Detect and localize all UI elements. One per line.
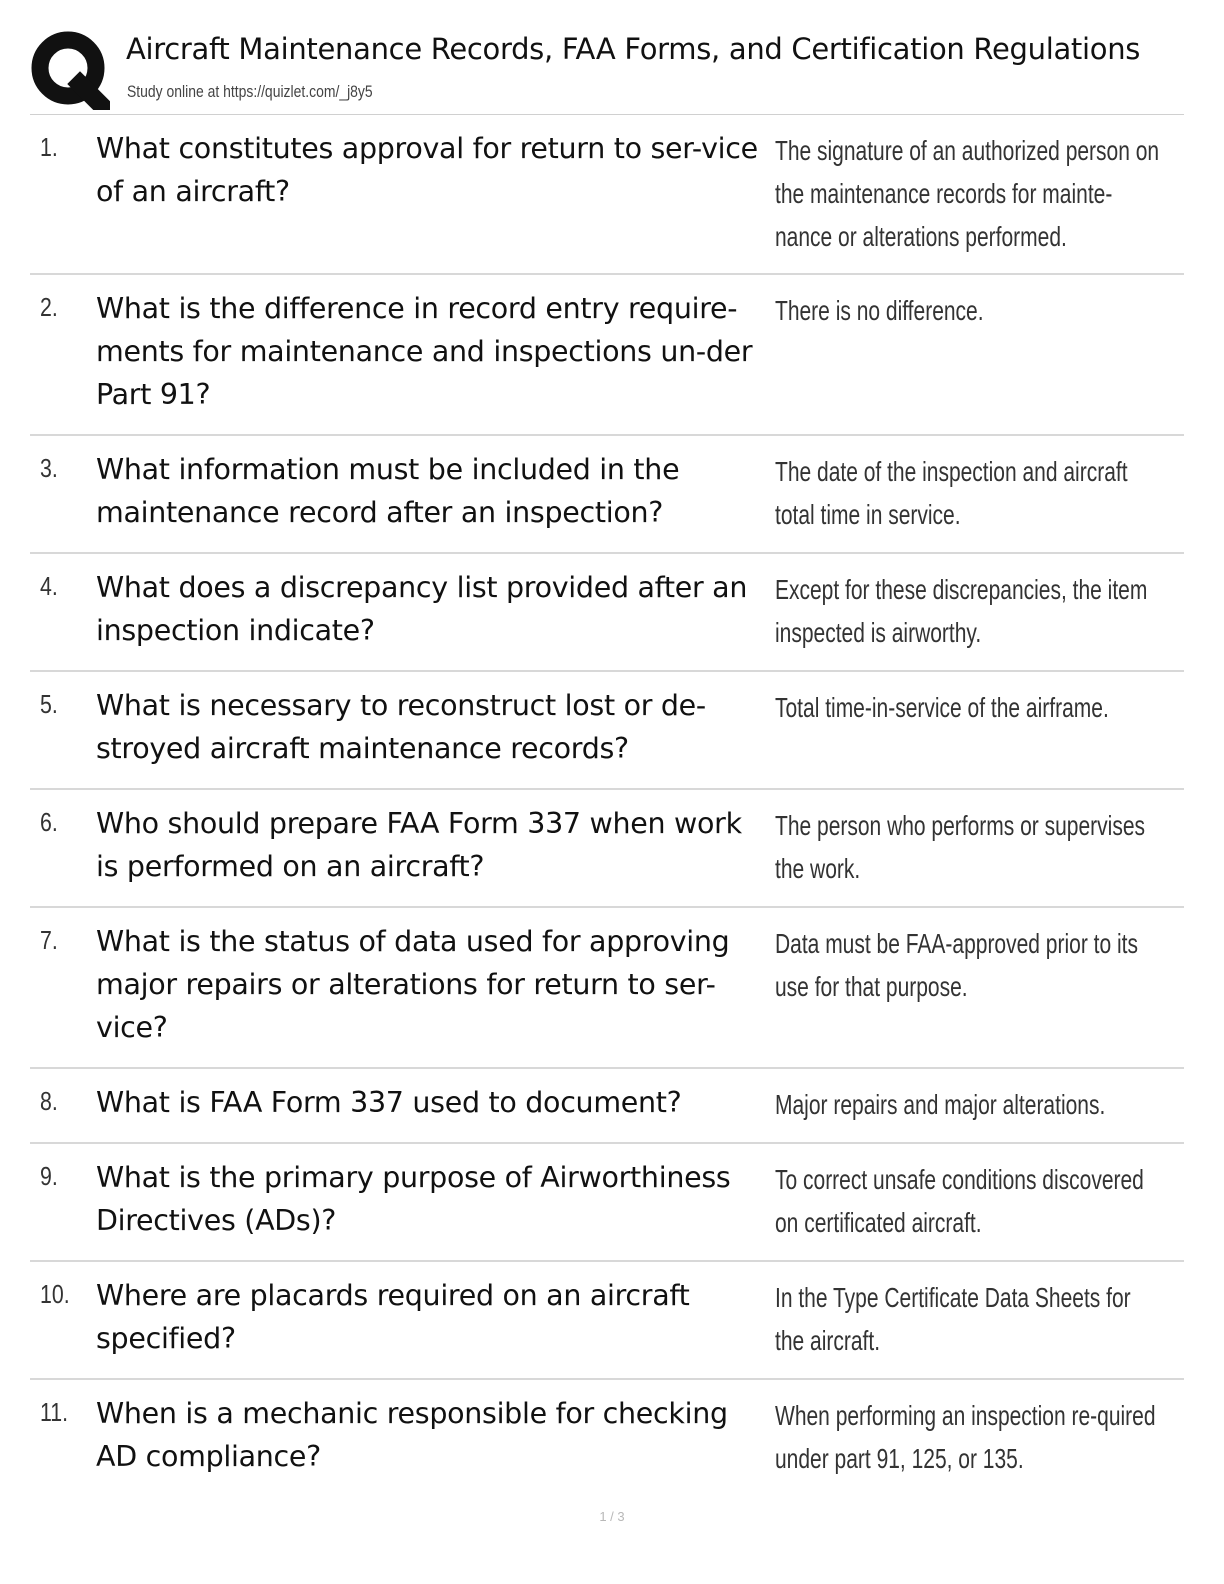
flashcard-row (30, 115, 1184, 275)
card-term: What is FAA Form 337 used to document? (96, 1086, 682, 1119)
card-definition: When performing an inspection re-quired under part 91, 125, or 135. (775, 1400, 1156, 1474)
card-term: What is necessary to reconstruct lost or de-stroyed aircraft maintenance records? (96, 689, 706, 765)
card-definition: In the Type Certificate Data Sheets for the aircraft. (775, 1282, 1131, 1356)
card-definition: Data must be FAA-approved prior to its use for that purpose. (775, 928, 1138, 1002)
card-number: 9. (40, 1161, 58, 1191)
flashcard-row (30, 275, 1184, 436)
card-definition: Total time-in-service of the airframe. (775, 692, 1109, 723)
quizlet-logo-icon (30, 30, 110, 110)
page-number: 1 / 3 (599, 1509, 625, 1524)
card-term: What information must be included in the maintenance record after an inspection? (96, 453, 680, 529)
card-definition: The signature of an authorized person on the maintenance records for mainte-nance or alterations performed. (775, 135, 1160, 252)
flashcard-row (30, 1069, 1184, 1144)
card-definition: Except for these discrepancies, the item inspected is airworthy. (775, 574, 1148, 648)
card-term: What is the difference in record entry require-ments for maintenance and inspections un-der Part 91? (96, 292, 753, 411)
flashcard-row (30, 436, 1184, 554)
card-term: Where are placards required on an aircraft specified? (96, 1279, 690, 1355)
card-number: 7. (40, 925, 58, 955)
card-number: 5. (40, 689, 58, 719)
card-definition: Major repairs and major alterations. (775, 1089, 1106, 1120)
card-number: 2. (40, 292, 58, 322)
flashcard-row (30, 1144, 1184, 1262)
card-term: What is the primary purpose of Airworthiness Directives (ADs)? (96, 1161, 731, 1237)
card-number: 10. (40, 1279, 70, 1309)
card-number: 1. (40, 132, 58, 162)
card-definition: The person who performs or supervises the work. (775, 810, 1145, 884)
study-online-link[interactable]: Study online at https://quizlet.com/_j8y5 (127, 82, 373, 101)
card-number: 6. (40, 807, 58, 837)
card-term: What is the status of data used for approving major repairs or alterations for return to ser-vice? (96, 925, 730, 1044)
card-number: 11. (40, 1397, 69, 1427)
card-number: 8. (40, 1086, 58, 1116)
flashcard-row (30, 1380, 1184, 1496)
flashcard-row (30, 790, 1184, 908)
flashcard-row (30, 672, 1184, 790)
flashcard-row (30, 908, 1184, 1069)
card-term: When is a mechanic responsible for checking AD compliance? (96, 1397, 728, 1473)
card-number: 4. (40, 571, 58, 601)
card-number: 3. (40, 453, 58, 483)
flashcard-row (30, 1262, 1184, 1380)
flashcard-row (30, 554, 1184, 672)
card-definition: To correct unsafe conditions discovered on certificated aircraft. (775, 1164, 1144, 1238)
card-definition: There is no difference. (775, 295, 984, 326)
page-title: Aircraft Maintenance Records, FAA Forms, and Certification Regulations (126, 32, 1141, 66)
card-definition: The date of the inspection and aircraft total time in service. (775, 456, 1128, 530)
card-term: What constitutes approval for return to ser-vice of an aircraft? (96, 132, 758, 208)
card-term: What does a discrepancy list provided after an inspection indicate? (96, 571, 748, 647)
card-term: Who should prepare FAA Form 337 when work is performed on an aircraft? (96, 807, 742, 883)
flashcard-list (30, 115, 1184, 1496)
page-header (30, 28, 1200, 110)
